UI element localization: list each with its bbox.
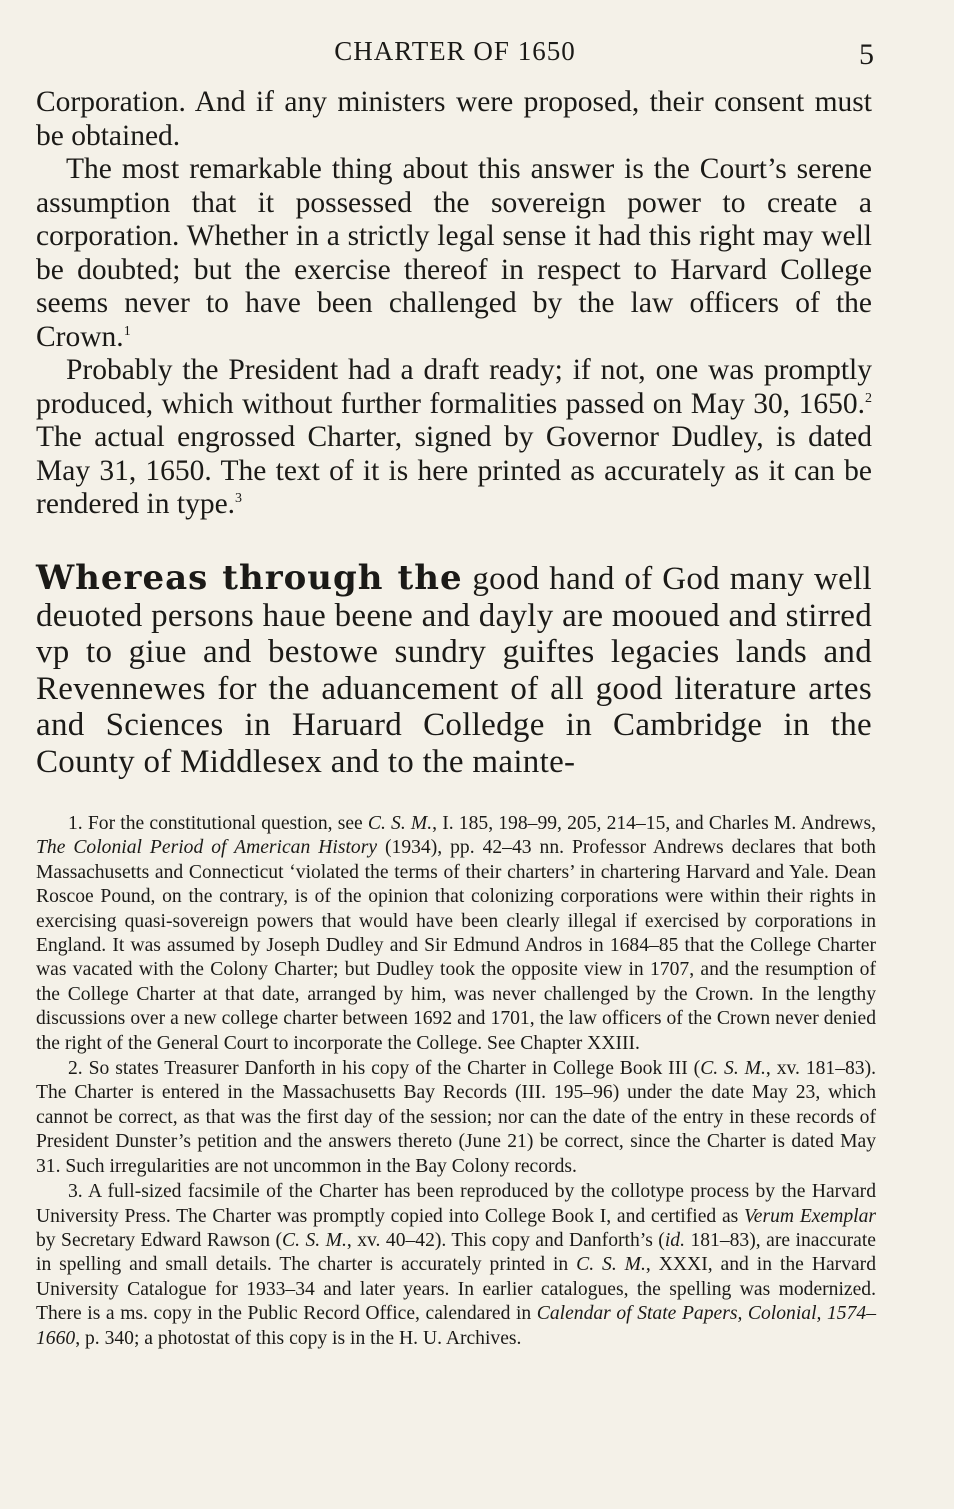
footnote-1: 1. For the constitutional question, see C. S. M., I. 185, 198–99, 205, 214–15, and Charles M. Andrews, The Colonial Period of American History (1934), pp. 42–43 nn. Professor Andrews declares that both Massachusetts and Connecticut ‘violated the terms of their charters’ in chartering Harvard and Yale. Dean Roscoe Pound, on the contrary, is of the opinion that colonizing corporations were within their rights in exercising quasi-sovereign powers that would have been clearly illegal if exercised by corporations in England. It was assumed by Joseph Dudley and Sir Edmund Andros in 1684–85 that the College Charter was vacated with the Colony Charter; but Dudley took the opposite view in 1707, and the resumption of the College Charter at that date, arranged by him, was never challenged by the Crown. In the lengthy discussions over a new college charter between 1692 and 1701, the law officers of the Crown never denied the right of the General Court to incorporate the College. See Chapter XXIII. bbox=[36, 813, 876, 1054]
footnote-ref-3[interactable]: 3 bbox=[235, 491, 243, 507]
running-head bbox=[36, 36, 874, 76]
paragraph-draft: Probably the President had a draft ready; if not, one was promptly produced, which without further formalities passed on May 30, 1650.$^2$ The actual engrossed Charter, signed by Governor Dudley, is dated May 31, 1650. The text of it is here printed as accurately as it can be rendered in type.$^3$ bbox=[36, 354, 872, 520]
footnotes bbox=[36, 812, 876, 1352]
paragraph-court-assumption: The most remarkable thing about this answer is the Court’s serene assumption that it possessed the sovereign power to create a corporation. Whether in a strictly legal sense it had this right may well be doubted; but the exercise thereof in respect to Harvard College seems never to have been challenged by the law officers of the Crown.$^1$ bbox=[36, 153, 872, 353]
footnote-ref-2[interactable]: 2 bbox=[865, 390, 872, 406]
charter-text bbox=[36, 560, 872, 780]
footnote-3: 3. A full-sized facsimile of the Charter has been reproduced by the collotype process by the Harvard University Press. The Charter was promptly copied into College Book I, and certified as Verum Exemplar by Secretary Edward Rawson (C. S. M., xv. 40–42). This copy and Danforth’s (id. 181–83), are inaccurate in spelling and small details. The charter is accurately printed in C. S. M., XXXI, and in the Harvard University Catalogue for 1933–34 and later years. In earlier catalogues, the spelling was modernized. There is a ms. copy in the Public Record Office, calendared in Calendar of State Papers, Colonial, 1574–1660, p. 340; a photostat of this copy is in the H. U. Archives. bbox=[36, 1181, 877, 1349]
charter-body: good hand of God many well deuoted persons haue beene and dayly are mooued and stirred vp to giue and bestowe sundry guiftes legacies lands and Revennewes for the aduancement of all good literature artes and Sciences in Haruard Colledge in Cambridge in the County of Middlesex and to the mainte- bbox=[36, 561, 872, 780]
footnote-ref-1[interactable]: 1 bbox=[123, 323, 131, 339]
charter-opening-blackletter: Whereas through the bbox=[36, 558, 463, 598]
running-title: CHARTER OF 1650 bbox=[334, 36, 576, 66]
paragraph-continuation: Corporation. And if any ministers were proposed, their consent must be obtained. bbox=[36, 86, 872, 152]
footnote-2: 2. So states Treasurer Danforth in his copy of the Charter in College Book III (C. S. M., xv. 181–83). The Charter is entered in the Massachusetts Bay Records (III. 195–96) under the date May 23, which cannot be correct, as that was the first day of the session; nor can the date of the entry in these records of President Dunster’s petition and the answers thereto (June 21) be correct, since the Charter is dated May 31. Such irregularities are not uncommon in the Bay Colony records. bbox=[36, 1058, 877, 1177]
page-number: 5 bbox=[859, 38, 874, 71]
main-text bbox=[36, 86, 872, 522]
